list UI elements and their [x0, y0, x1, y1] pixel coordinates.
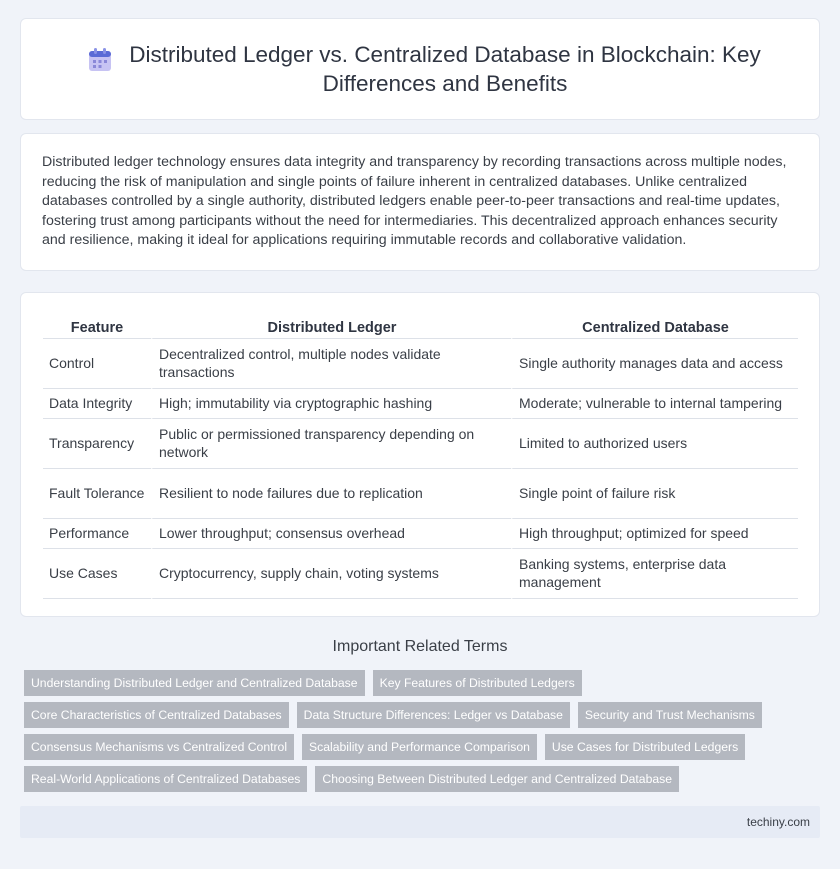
- table-row: [43, 419, 798, 469]
- page-title: Distributed Ledger vs. Centralized Database in Blockchain: Key Differences and Benefits: [129, 42, 761, 96]
- footer-site-link[interactable]: techiny.com: [746, 815, 810, 829]
- tag-row: [24, 702, 770, 728]
- table-cell: Banking systems, enterprise data management: [511, 549, 798, 599]
- table-row: [43, 549, 798, 599]
- footer: [20, 806, 820, 838]
- table-header-row: [43, 313, 798, 339]
- table-cell: Resilient to node failures due to replication: [151, 469, 511, 519]
- title-card: [20, 18, 820, 120]
- table-cell: High throughput; optimized for speed: [511, 519, 798, 549]
- table-row: [43, 389, 798, 419]
- table-cell: Lower throughput; consensus overhead: [151, 519, 511, 549]
- table-row: [43, 339, 798, 389]
- tag-consensus-mechanisms[interactable]: Consensus Mechanisms vs Centralized Control: [24, 734, 294, 760]
- tag-understanding-distributed-ledger[interactable]: Understanding Distributed Ledger and Centralized Database: [24, 670, 365, 696]
- table-cell: Cryptocurrency, supply chain, voting systems: [151, 549, 511, 599]
- table-cell: Data Integrity: [43, 389, 151, 419]
- comparison-card: [20, 292, 820, 617]
- table-cell: High; immutability via cryptographic hashing: [151, 389, 511, 419]
- table-row: [43, 519, 798, 549]
- table-cell: Performance: [43, 519, 151, 549]
- tag-data-structure-differences[interactable]: Data Structure Differences: Ledger vs Database: [297, 702, 570, 728]
- table-cell: Fault Tolerance: [43, 469, 151, 519]
- table-cell: Use Cases: [43, 549, 151, 599]
- table-cell: Single point of failure risk: [511, 469, 798, 519]
- tag-security-trust[interactable]: Security and Trust Mechanisms: [578, 702, 762, 728]
- table-cell: Public or permissioned transparency depending on network: [151, 419, 511, 469]
- tag-core-characteristics[interactable]: Core Characteristics of Centralized Databases: [24, 702, 289, 728]
- tag-row: [24, 766, 687, 792]
- tag-row: [24, 734, 753, 760]
- tag-use-cases-distributed-ledgers[interactable]: Use Cases for Distributed Ledgers: [545, 734, 745, 760]
- header-centralized-database: Centralized Database: [511, 313, 798, 339]
- header-feature: Feature: [43, 313, 151, 339]
- header-distributed-ledger: Distributed Ledger: [151, 313, 511, 339]
- related-terms-title: Important Related Terms: [332, 638, 508, 655]
- table-cell: Limited to authorized users: [511, 419, 798, 469]
- table-cell: Transparency: [43, 419, 151, 469]
- tag-row: [24, 670, 590, 696]
- table-row: [43, 469, 798, 519]
- table-cell: Decentralized control, multiple nodes validate transactions: [151, 339, 511, 389]
- intro-paragraph: Distributed ledger technology ensures data integrity and transparency by recording transactions across multiple nodes, reducing the risk of manipulation and single points of failure inherent in centralized databases. Unlike centralized databases controlled by a single authority, distributed ledgers enable peer-to-peer transactions and real-time updates, fostering trust among participants without the need for intermediaries. This decentralized approach enhances security and resilience, making it ideal for applications requiring immutable records and collaborative validation.: [42, 154, 787, 249]
- intro-card: [20, 133, 820, 271]
- table-cell: Single authority manages data and access: [511, 339, 798, 389]
- table-cell: Control: [43, 339, 151, 389]
- comparison-table: [43, 313, 798, 599]
- table-cell: Moderate; vulnerable to internal tampering: [511, 389, 798, 419]
- tag-scalability-performance[interactable]: Scalability and Performance Comparison: [302, 734, 537, 760]
- tag-real-world-applications[interactable]: Real-World Applications of Centralized Databases: [24, 766, 307, 792]
- tag-key-features-distributed-ledgers[interactable]: Key Features of Distributed Ledgers: [373, 670, 582, 696]
- tag-choosing-between[interactable]: Choosing Between Distributed Ledger and Centralized Database: [315, 766, 679, 792]
